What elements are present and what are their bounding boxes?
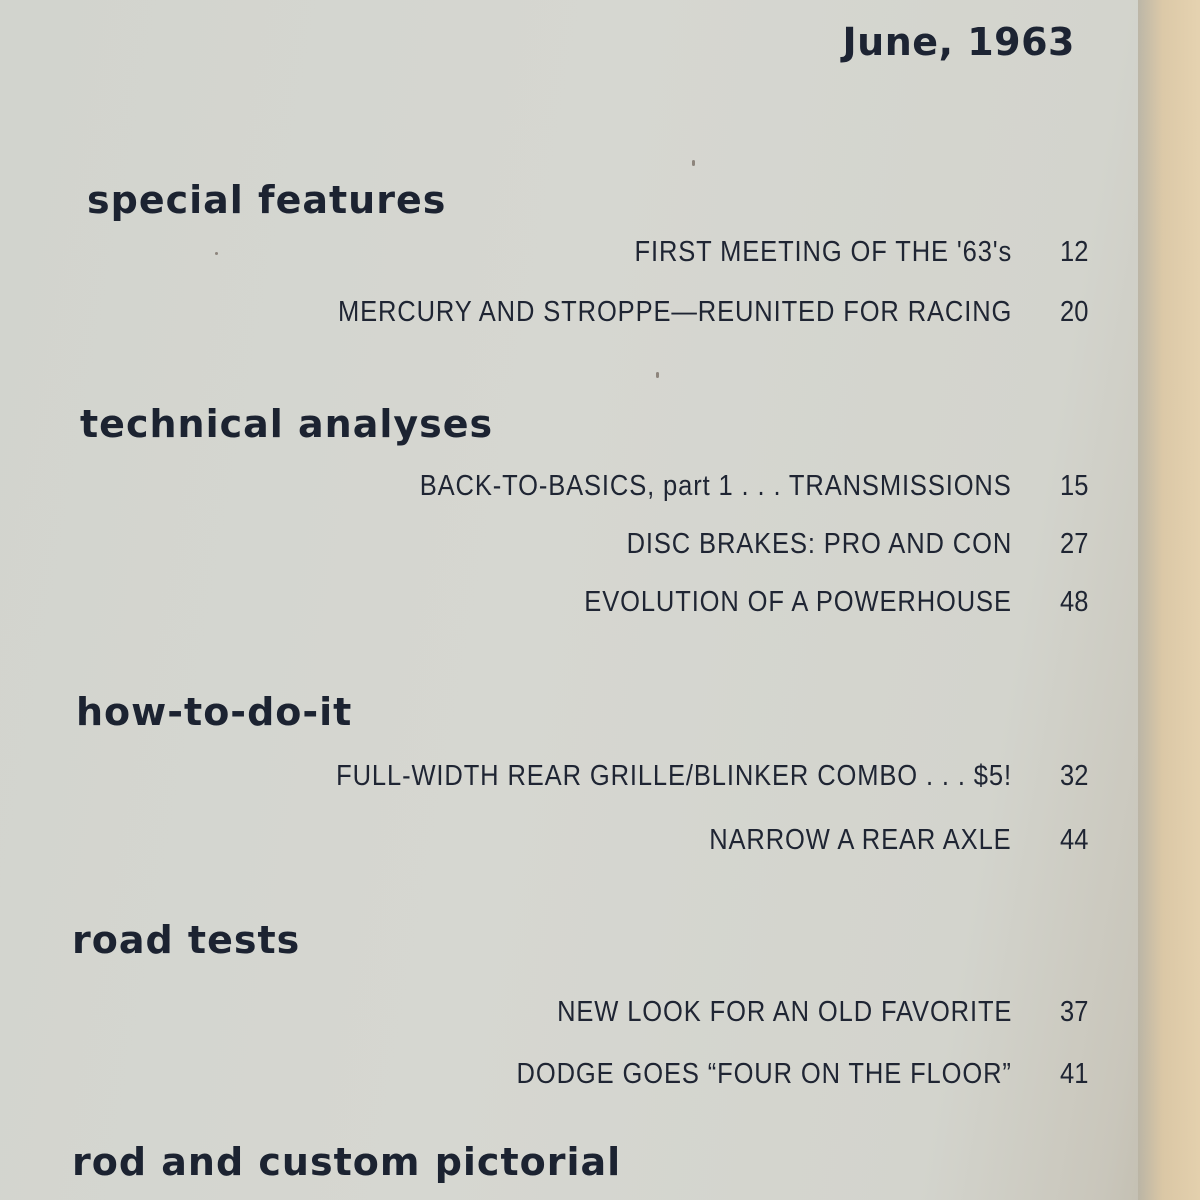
section-heading-road-tests: road tests [72,918,301,962]
paper-speck [215,252,218,255]
toc-entry-page: 37 [1060,996,1089,1028]
toc-entry-page: 20 [1060,296,1089,328]
toc-entry-title: DODGE GOES “FOUR ON THE FLOOR” [516,1058,1012,1090]
toc-entry-title: FIRST MEETING OF THE '63's [634,236,1012,268]
section-heading-technical-analyses: technical analyses [80,402,494,446]
toc-entry-title: FULL-WIDTH REAR GRILLE/BLINKER COMBO . . . $5! [336,760,1012,792]
toc-entry-title: EVOLUTION OF A POWERHOUSE [584,586,1012,618]
toc-entry-title: DISC BRAKES: PRO AND CON [626,528,1012,560]
issue-date: June, 1963 [842,20,1075,64]
toc-entry[interactable] [449,1058,1100,1091]
toc-entry-title: MERCURY AND STROPPE—REUNITED FOR RACING [337,296,1012,328]
toc-entry-title: BACK-TO-BASICS, part 1 . . . TRANSMISSIONS [420,470,1012,502]
section-heading-how-to-do-it: how-to-do-it [76,690,353,734]
paper-speck [656,372,659,378]
paper-speck [692,160,695,166]
toc-entry-page: 32 [1060,760,1089,792]
toc-entry[interactable] [495,996,1100,1029]
toc-entry[interactable] [246,296,1100,329]
page-binding-edge [1138,0,1200,1200]
section-heading-rod-and-custom-pictorial: rod and custom pictorial [72,1140,622,1184]
toc-entry-title: NEW LOOK FOR AN OLD FAVORITE [556,996,1012,1028]
toc-entry[interactable] [668,824,1100,857]
toc-entry-page: 41 [1060,1058,1089,1090]
toc-entry-page: 15 [1060,470,1089,502]
toc-entry-title: NARROW A REAR AXLE [709,824,1012,856]
toc-entry[interactable] [339,470,1100,503]
section-heading-special-features: special features [87,178,447,222]
toc-entry[interactable] [244,760,1100,793]
toc-entry[interactable] [574,528,1100,561]
toc-entry-page: 12 [1060,236,1089,268]
toc-entry-page: 48 [1060,586,1089,618]
toc-entry-page: 44 [1060,824,1089,856]
toc-entry[interactable] [583,236,1100,269]
toc-entry[interactable] [526,586,1100,619]
toc-entry-page: 27 [1060,528,1089,560]
